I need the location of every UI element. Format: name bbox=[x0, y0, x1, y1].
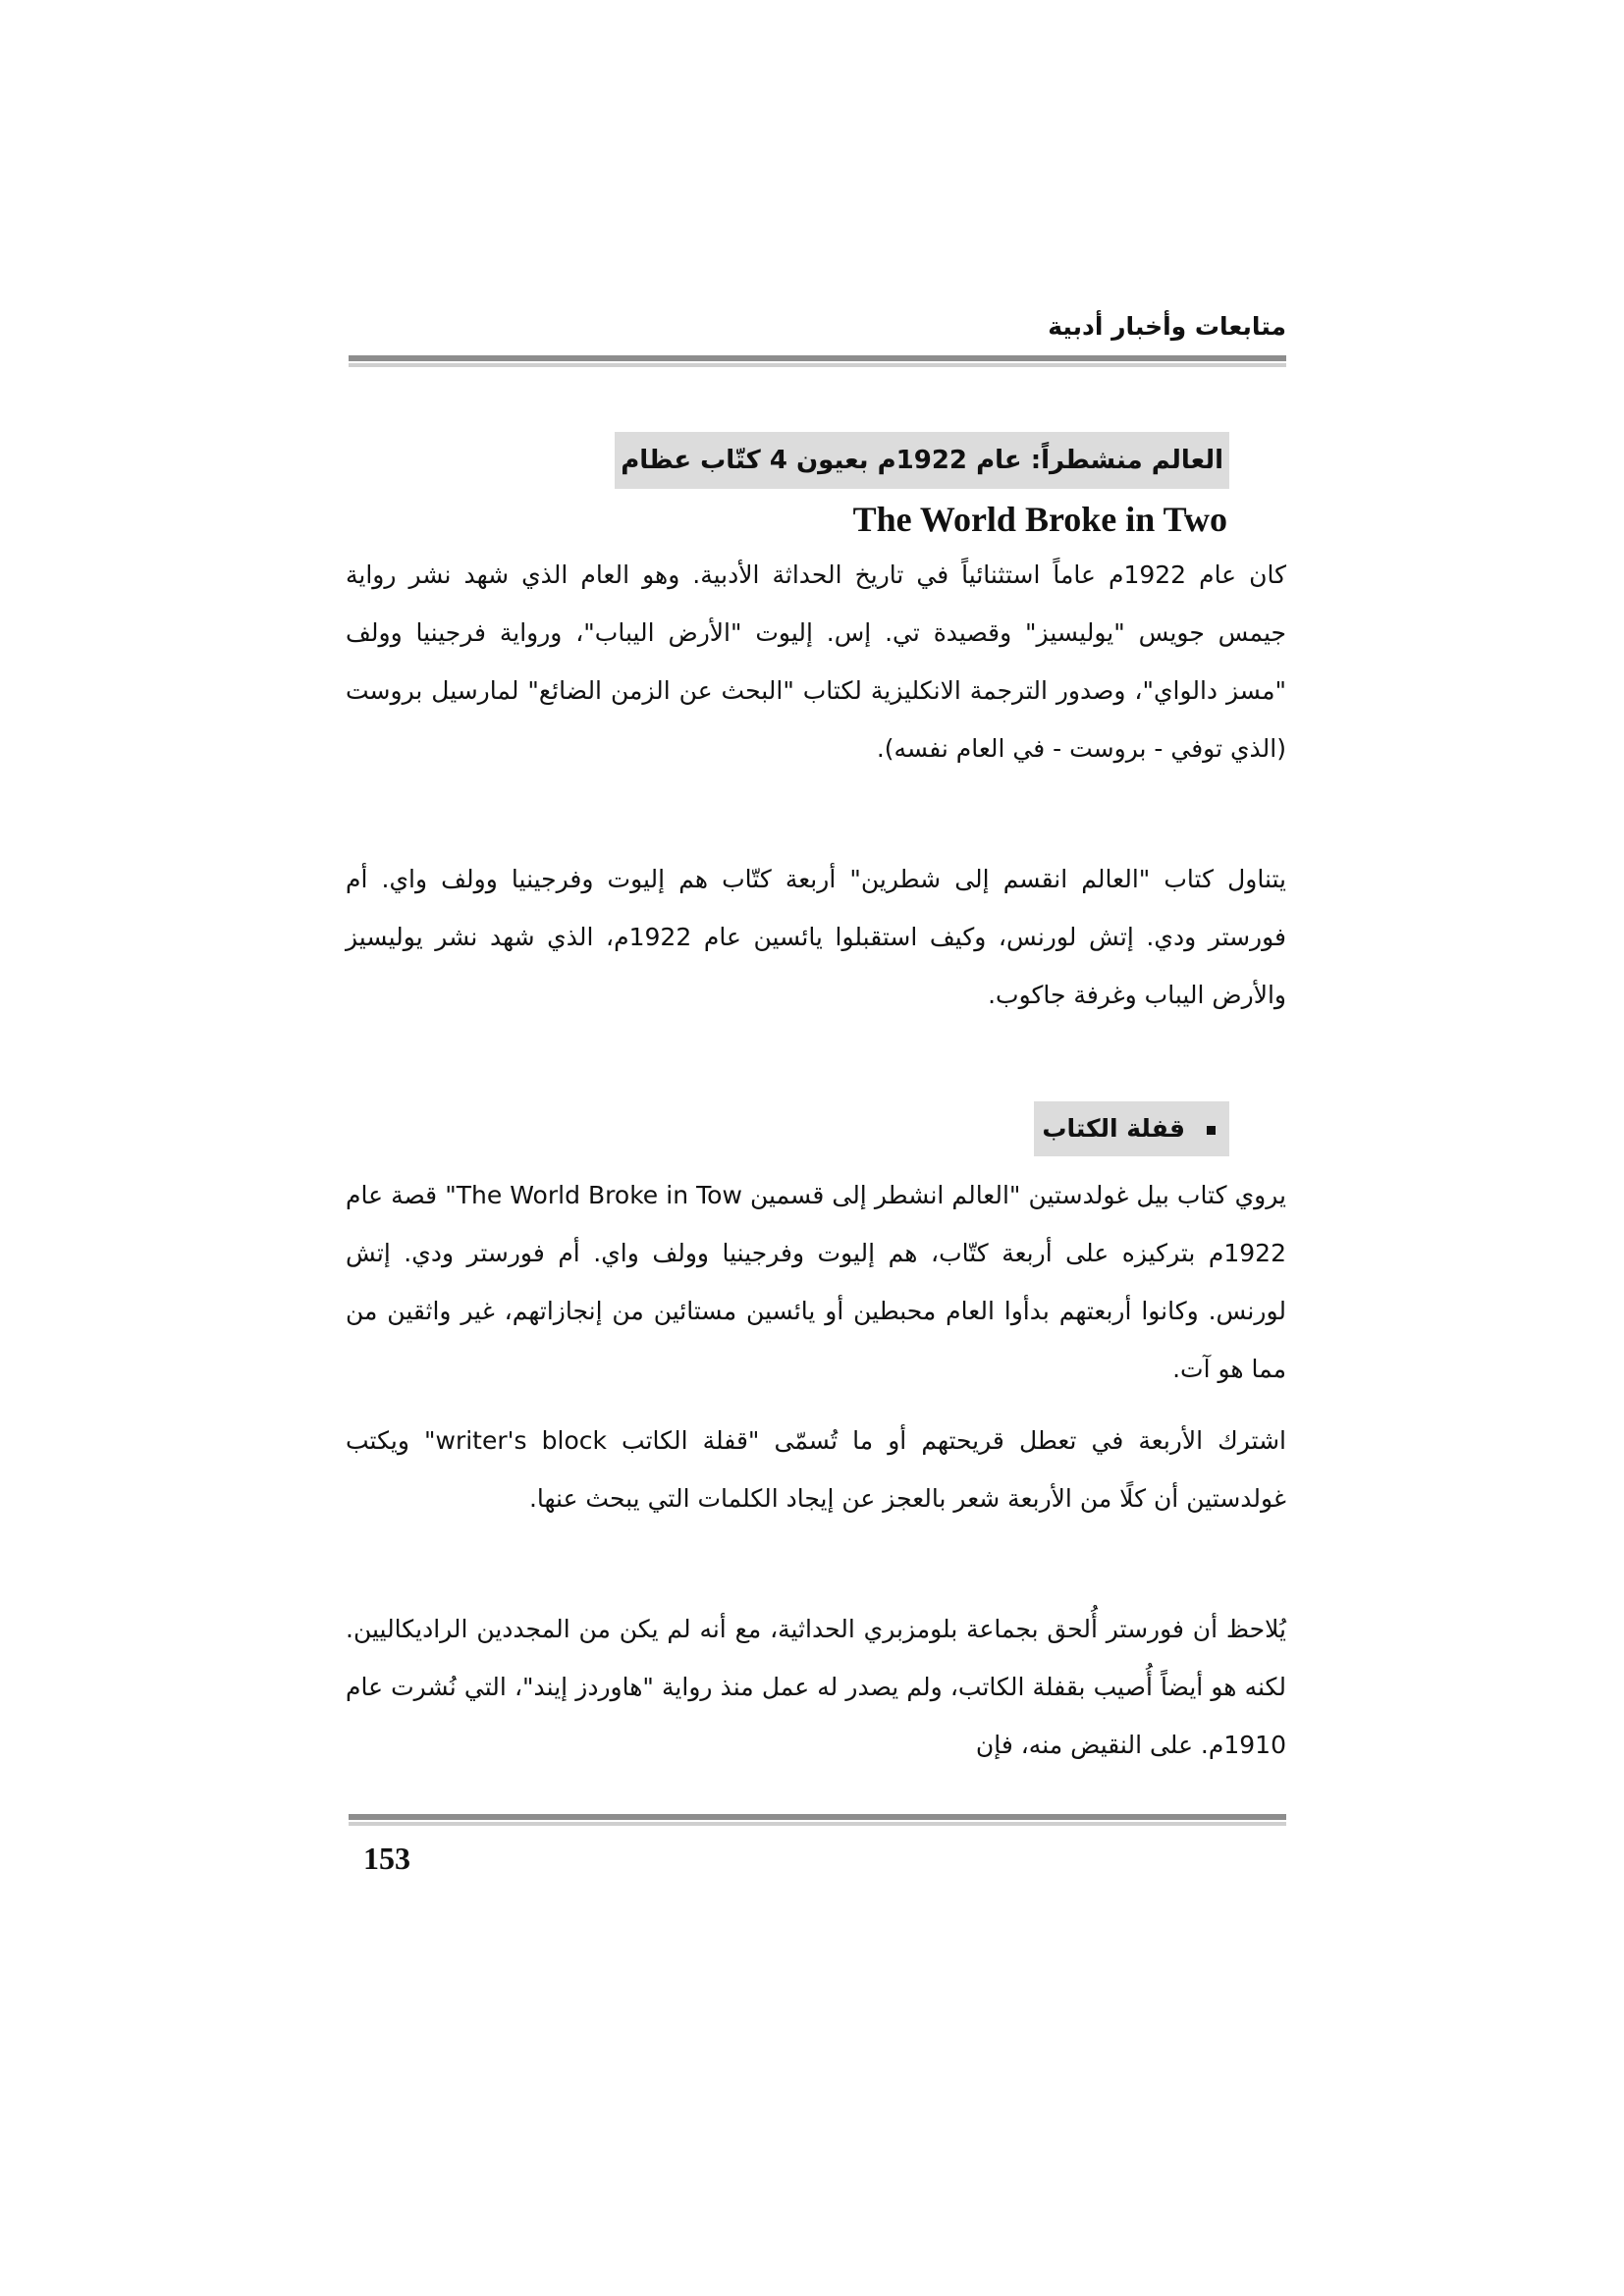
article-subtitle: The World Broke in Two bbox=[852, 500, 1227, 539]
page-number: 153 bbox=[363, 1841, 410, 1876]
section-paragraph: اشترك الأربعة في تعطل قريحتهم أو ما تُسمّى "قفلة الكاتب writer's block" ويكتب غولدستين أن كلًا من الأربعة شعر بالعجز عن إيجاد الكلمات التي يبحث عنها. bbox=[346, 1426, 1286, 1513]
footer-rule bbox=[349, 1814, 1286, 1826]
square-bullet-icon bbox=[1207, 1126, 1216, 1135]
article-title: العالم منشطراً: عام 1922م بعيون 4 كتّاب عظام bbox=[615, 432, 1229, 489]
article-paragraph: كان عام 1922م عاماً استثنائياً في تاريخ الحداثة الأدبية. وهو العام الذي شهد نشر رواية جيمس جويس "يوليسيز" وقصيدة تي. إس. إليوت "الأرض اليباب"، ورواية فرجينيا وولف "مسز دالواي"، وصدور الترجمة الانكليزية لكتاب "البحث عن الزمن الضائع" لمارسيل بروست (الذي توفي - بروست - في العام نفسه). bbox=[346, 561, 1286, 763]
article-paragraph: يتناول كتاب "العالم انقسم إلى شطرين" أربعة كتّاب هم إليوت وفرجينيا وولف واي. أم فورستر ودي. إتش لورنس، وكيف استقبلوا يائسين عام 1922م، الذي شهد نشر يوليسيز والأرض اليباب وغرفة جاكوب. bbox=[346, 865, 1286, 1009]
header-rule bbox=[349, 355, 1286, 367]
section-paragraph: يروي كتاب بيل غولدستين "العالم انشطر إلى قسمين The World Broke in Tow" قصة عام 1922م بتركيزه على أربعة كتّاب، هم إليوت وفرجينيا وولف واي. أم فورستر ودي. إتش لورنس. وكانوا أربعتهم بدأوا العام محبطين أو يائسين مستائين من إنجازاتهم، غير واثقين من مما هو آت. bbox=[346, 1181, 1286, 1383]
running-header: متابعات وأخبار أدبية bbox=[1048, 312, 1286, 341]
section-paragraph: يُلاحظ أن فورستر أُلحق بجماعة بلومزبري الحداثية، مع أنه لم يكن من المجددين الراديكاليين. لكنه هو أيضاً أُصيب بقفلة الكاتب، ولم يصدر له عمل منذ رواية "هاوردز إيند"، التي نُشرت عام 1910م. على النقيض منه، فإن bbox=[346, 1615, 1286, 1759]
section-heading-label: قفلة الكتاب bbox=[1042, 1114, 1185, 1143]
section-heading bbox=[1034, 1101, 1229, 1156]
